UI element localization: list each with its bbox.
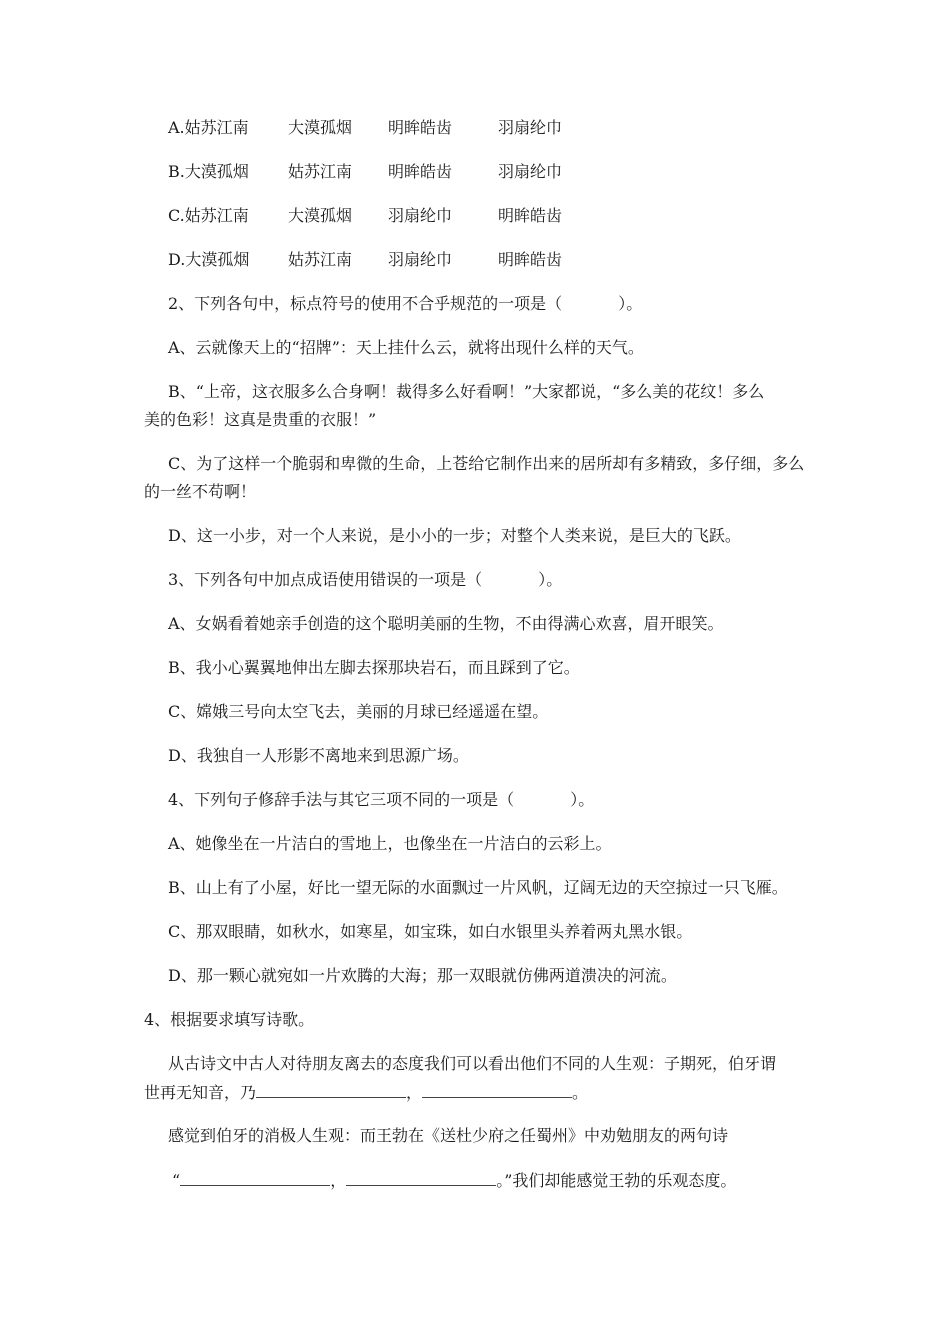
option-text: B.大漠孤烟 [168, 162, 249, 181]
option-item: 羽扇纶巾 [498, 118, 563, 137]
q3-option-a: A、女娲看着她亲手创造的这个聪明美丽的生物，不由得满心欢喜，眉开眼笑。 [168, 614, 724, 633]
section4-paragraph1-line2: 世再无知音，乃 ， 。 [144, 1083, 589, 1102]
option-item: 羽扇纶巾 [388, 206, 453, 225]
q2-stem: 2、下列各句中，标点符号的使用不合乎规范的一项是（ ）。 [168, 294, 643, 313]
option-item: 明眸皓齿 [388, 118, 453, 137]
q2-option-c-line1: C、为了这样一个脆弱和卑微的生命，上苍给它制作出来的居所却有多精致，多仔细，多么 [168, 454, 805, 473]
option-item: 羽扇纶巾 [388, 250, 453, 269]
q2-option-b-line2: 美的色彩！这真是贵重的衣服！” [144, 410, 377, 429]
q3-option-d: D、我独自一人形影不离地来到思源广场。 [168, 746, 469, 765]
option-text: A.姑苏江南 [168, 118, 249, 137]
section4-paragraph1-line1: 从古诗文中古人对待朋友离去的态度我们可以看出他们不同的人生观：子期死，伯牙谓 [168, 1054, 777, 1073]
option-item: 大漠孤烟 [288, 206, 353, 225]
option-text: C.姑苏江南 [168, 206, 249, 225]
option-text: D.大漠孤烟 [168, 250, 250, 269]
q4-option-c: C、那双眼睛，如秋水，如寒星，如宝珠，如白水银里头养着两丸黑水银。 [168, 922, 693, 941]
q2-option-d: D、这一小步，对一个人来说，是小小的一步；对整个人类来说，是巨大的飞跃。 [168, 526, 741, 545]
q3-stem: 3、下列各句中加点成语使用错误的一项是（ ）。 [168, 570, 563, 589]
q3-option-c: C、嫦娥三号向太空飞去，美丽的月球已经遥遥在望。 [168, 702, 549, 721]
q4-stem: 4、下列句子修辞手法与其它三项不同的一项是（ ）。 [168, 790, 595, 809]
section4-paragraph2: 感觉到伯牙的消极人生观：而王勃在《送杜少府之任蜀州》中劝勉朋友的两句诗 [168, 1126, 729, 1145]
option-item: 明眸皓齿 [498, 206, 563, 225]
option-item: 姑苏江南 [288, 162, 353, 181]
option-item: 明眸皓齿 [388, 162, 453, 181]
q2-option-a: A、云就像天上的“招牌”：天上挂什么云，就将出现什么样的天气。 [168, 338, 644, 357]
answer-blank-4[interactable] [346, 1169, 496, 1186]
answer-blank-3[interactable] [180, 1169, 330, 1186]
option-item: 大漠孤烟 [288, 118, 353, 137]
option-item: 姑苏江南 [288, 250, 353, 269]
q3-option-b: B、我小心翼翼地伸出左脚去探那块岩石，而且踩到了它。 [168, 658, 580, 677]
q4-option-a: A、她像坐在一片洁白的雪地上，也像坐在一片洁白的云彩上。 [168, 834, 612, 853]
q4-option-b: B、山上有了小屋，好比一望无际的水面飘过一片风帆，辽阔无边的天空掠过一只飞雁。 [168, 878, 788, 897]
section4-paragraph3: “ ， 。”我们却能感觉王勃的乐观态度。 [172, 1171, 737, 1190]
q2-option-b-line1: B、“上帝，这衣服多么合身啊！裁得多么好看啊！”大家都说，“多么美的花纹！多么 [168, 382, 765, 401]
q2-option-c-line2: 的一丝不苟啊！ [144, 482, 257, 501]
answer-blank-2[interactable] [422, 1081, 572, 1098]
answer-blank-1[interactable] [256, 1081, 406, 1098]
option-item: 羽扇纶巾 [498, 162, 563, 181]
option-item: 明眸皓齿 [498, 250, 563, 269]
section4-title: 4、根据要求填写诗歌。 [144, 1010, 315, 1029]
q4-option-d: D、那一颗心就宛如一片欢腾的大海；那一双眼就仿佛两道溃决的河流。 [168, 966, 677, 985]
